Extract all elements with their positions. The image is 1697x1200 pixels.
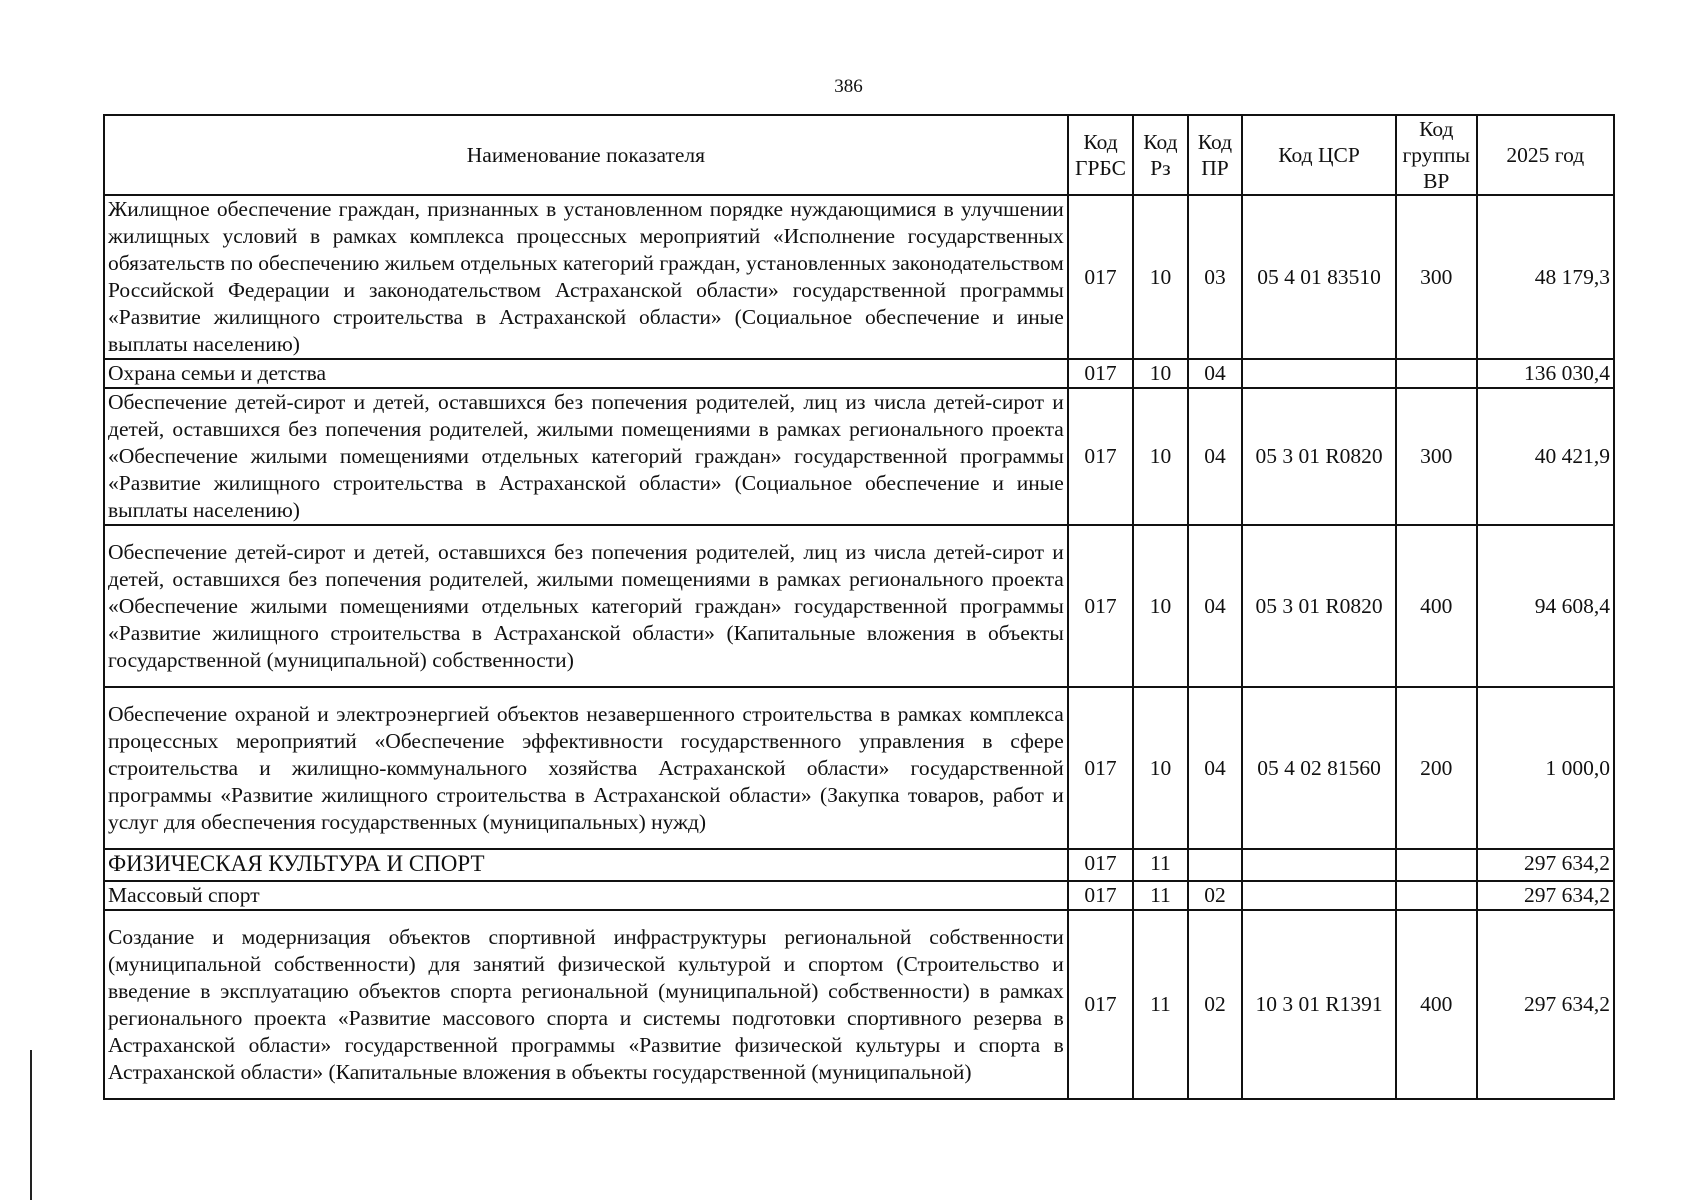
row-rz: 11 — [1133, 881, 1188, 910]
row-name: Обеспечение охраной и электроэнергией объектов незавершенного строительства в рамках комплекса процессных мероприятий «Обеспечение эффективности государственного управления в сфере строительства и жилищно-коммунального хозяйства Астраханской области» государственной программы «Развитие жилищного строительства в Астраханской области» (Закупка товаров, работ и услуг для обеспечения государственных (муниципальных) нужд) — [104, 687, 1068, 849]
row-pr: 02 — [1188, 881, 1243, 910]
table-row — [104, 525, 1614, 687]
row-csr: 10 3 01 R1391 — [1242, 910, 1396, 1099]
row-vr: 400 — [1396, 910, 1477, 1099]
row-rz: 10 — [1133, 359, 1188, 388]
row-name: ФИЗИЧЕСКАЯ КУЛЬТУРА И СПОРТ — [104, 849, 1068, 881]
header-rz: Код Рз — [1133, 115, 1188, 195]
scan-margin-line — [30, 1050, 32, 1200]
row-pr: 03 — [1188, 195, 1243, 359]
row-rz: 10 — [1133, 195, 1188, 359]
header-vr: Код группы ВР — [1396, 115, 1477, 195]
row-grbs: 017 — [1068, 525, 1133, 687]
row-rz: 10 — [1133, 525, 1188, 687]
table-row — [104, 849, 1614, 881]
row-rz: 10 — [1133, 687, 1188, 849]
row-grbs: 017 — [1068, 910, 1133, 1099]
row-grbs: 017 — [1068, 849, 1133, 881]
row-rz: 11 — [1133, 910, 1188, 1099]
row-pr: 04 — [1188, 525, 1243, 687]
row-pr: 02 — [1188, 910, 1243, 1099]
row-csr: 05 4 02 81560 — [1242, 687, 1396, 849]
budget-table — [103, 114, 1615, 1100]
header-row — [104, 115, 1614, 195]
table-row — [104, 687, 1614, 849]
row-rz: 10 — [1133, 388, 1188, 525]
row-name: Обеспечение детей-сирот и детей, оставшихся без попечения родителей, лиц из числа детей-сирот и детей, оставшихся без попечения родителей, жилыми помещениями в рамках регионального проекта «Обеспечение жилыми помещениями отдельных категорий граждан» государственной программы «Развитие жилищного строительства в Астраханской области» (Социальное обеспечение и иные выплаты населению) — [104, 388, 1068, 525]
header-pr: Код ПР — [1188, 115, 1243, 195]
row-vr — [1396, 881, 1477, 910]
header-name: Наименование показателя — [104, 115, 1068, 195]
table-row — [104, 881, 1614, 910]
row-vr — [1396, 359, 1477, 388]
row-vr: 300 — [1396, 388, 1477, 525]
row-csr: 05 4 01 83510 — [1242, 195, 1396, 359]
row-rz: 11 — [1133, 849, 1188, 881]
header-csr: Код ЦСР — [1242, 115, 1396, 195]
row-csr — [1242, 359, 1396, 388]
row-vr — [1396, 849, 1477, 881]
table-row — [104, 388, 1614, 525]
row-amount: 40 421,9 — [1477, 388, 1614, 525]
row-name: Создание и модернизация объектов спортивной инфраструктуры региональной собственности (муниципальной собственности) для занятий физической культурой и спортом (Строительство и введение в эксплуатацию объектов спорта региональной (муниципальной) собственности) в рамках регионального проекта «Развитие массового спорта и системы подготовки спортивного резерва в Астраханской области» государственной программы «Развитие физической культуры и спорта в Астраханской области» (Капитальные вложения в объекты государственной (муниципальной) — [104, 910, 1068, 1099]
row-amount: 297 634,2 — [1477, 910, 1614, 1099]
row-pr: 04 — [1188, 388, 1243, 525]
row-name: Массовый спорт — [104, 881, 1068, 910]
table-row — [104, 195, 1614, 359]
row-name: Обеспечение детей-сирот и детей, оставшихся без попечения родителей, лиц из числа детей-сирот и детей, оставшихся без попечения родителей, жилыми помещениями в рамках регионального проекта «Обеспечение жилыми помещениями отдельных категорий граждан» государственной программы «Развитие жилищного строительства в Астраханской области» (Капитальные вложения в объекты государственной (муниципальной) собственности) — [104, 525, 1068, 687]
row-grbs: 017 — [1068, 359, 1133, 388]
header-year: 2025 год — [1477, 115, 1614, 195]
row-csr: 05 3 01 R0820 — [1242, 525, 1396, 687]
row-pr — [1188, 849, 1243, 881]
row-name: Охрана семьи и детства — [104, 359, 1068, 388]
row-amount: 136 030,4 — [1477, 359, 1614, 388]
row-amount: 94 608,4 — [1477, 525, 1614, 687]
row-csr — [1242, 849, 1396, 881]
row-vr: 200 — [1396, 687, 1477, 849]
row-pr: 04 — [1188, 687, 1243, 849]
row-csr — [1242, 881, 1396, 910]
row-amount: 297 634,2 — [1477, 849, 1614, 881]
row-name: Жилищное обеспечение граждан, признанных в установленном порядке нуждающимися в улучшении жилищных условий в рамках комплекса процессных мероприятий «Исполнение государственных обязательств по обеспечению жильем отдельных категорий граждан, установленных законодательством Российской Федерации и законодательством Астраханской области» государственной программы «Развитие жилищного строительства в Астраханской области» (Социальное обеспечение и иные выплаты населению) — [104, 195, 1068, 359]
header-grbs: Код ГРБС — [1068, 115, 1133, 195]
row-vr: 400 — [1396, 525, 1477, 687]
row-amount: 1 000,0 — [1477, 687, 1614, 849]
row-amount: 297 634,2 — [1477, 881, 1614, 910]
row-grbs: 017 — [1068, 881, 1133, 910]
row-vr: 300 — [1396, 195, 1477, 359]
table-row — [104, 910, 1614, 1099]
row-pr: 04 — [1188, 359, 1243, 388]
row-csr: 05 3 01 R0820 — [1242, 388, 1396, 525]
page-number: 386 — [834, 76, 863, 97]
row-grbs: 017 — [1068, 195, 1133, 359]
table-row — [104, 359, 1614, 388]
row-grbs: 017 — [1068, 687, 1133, 849]
row-amount: 48 179,3 — [1477, 195, 1614, 359]
row-grbs: 017 — [1068, 388, 1133, 525]
